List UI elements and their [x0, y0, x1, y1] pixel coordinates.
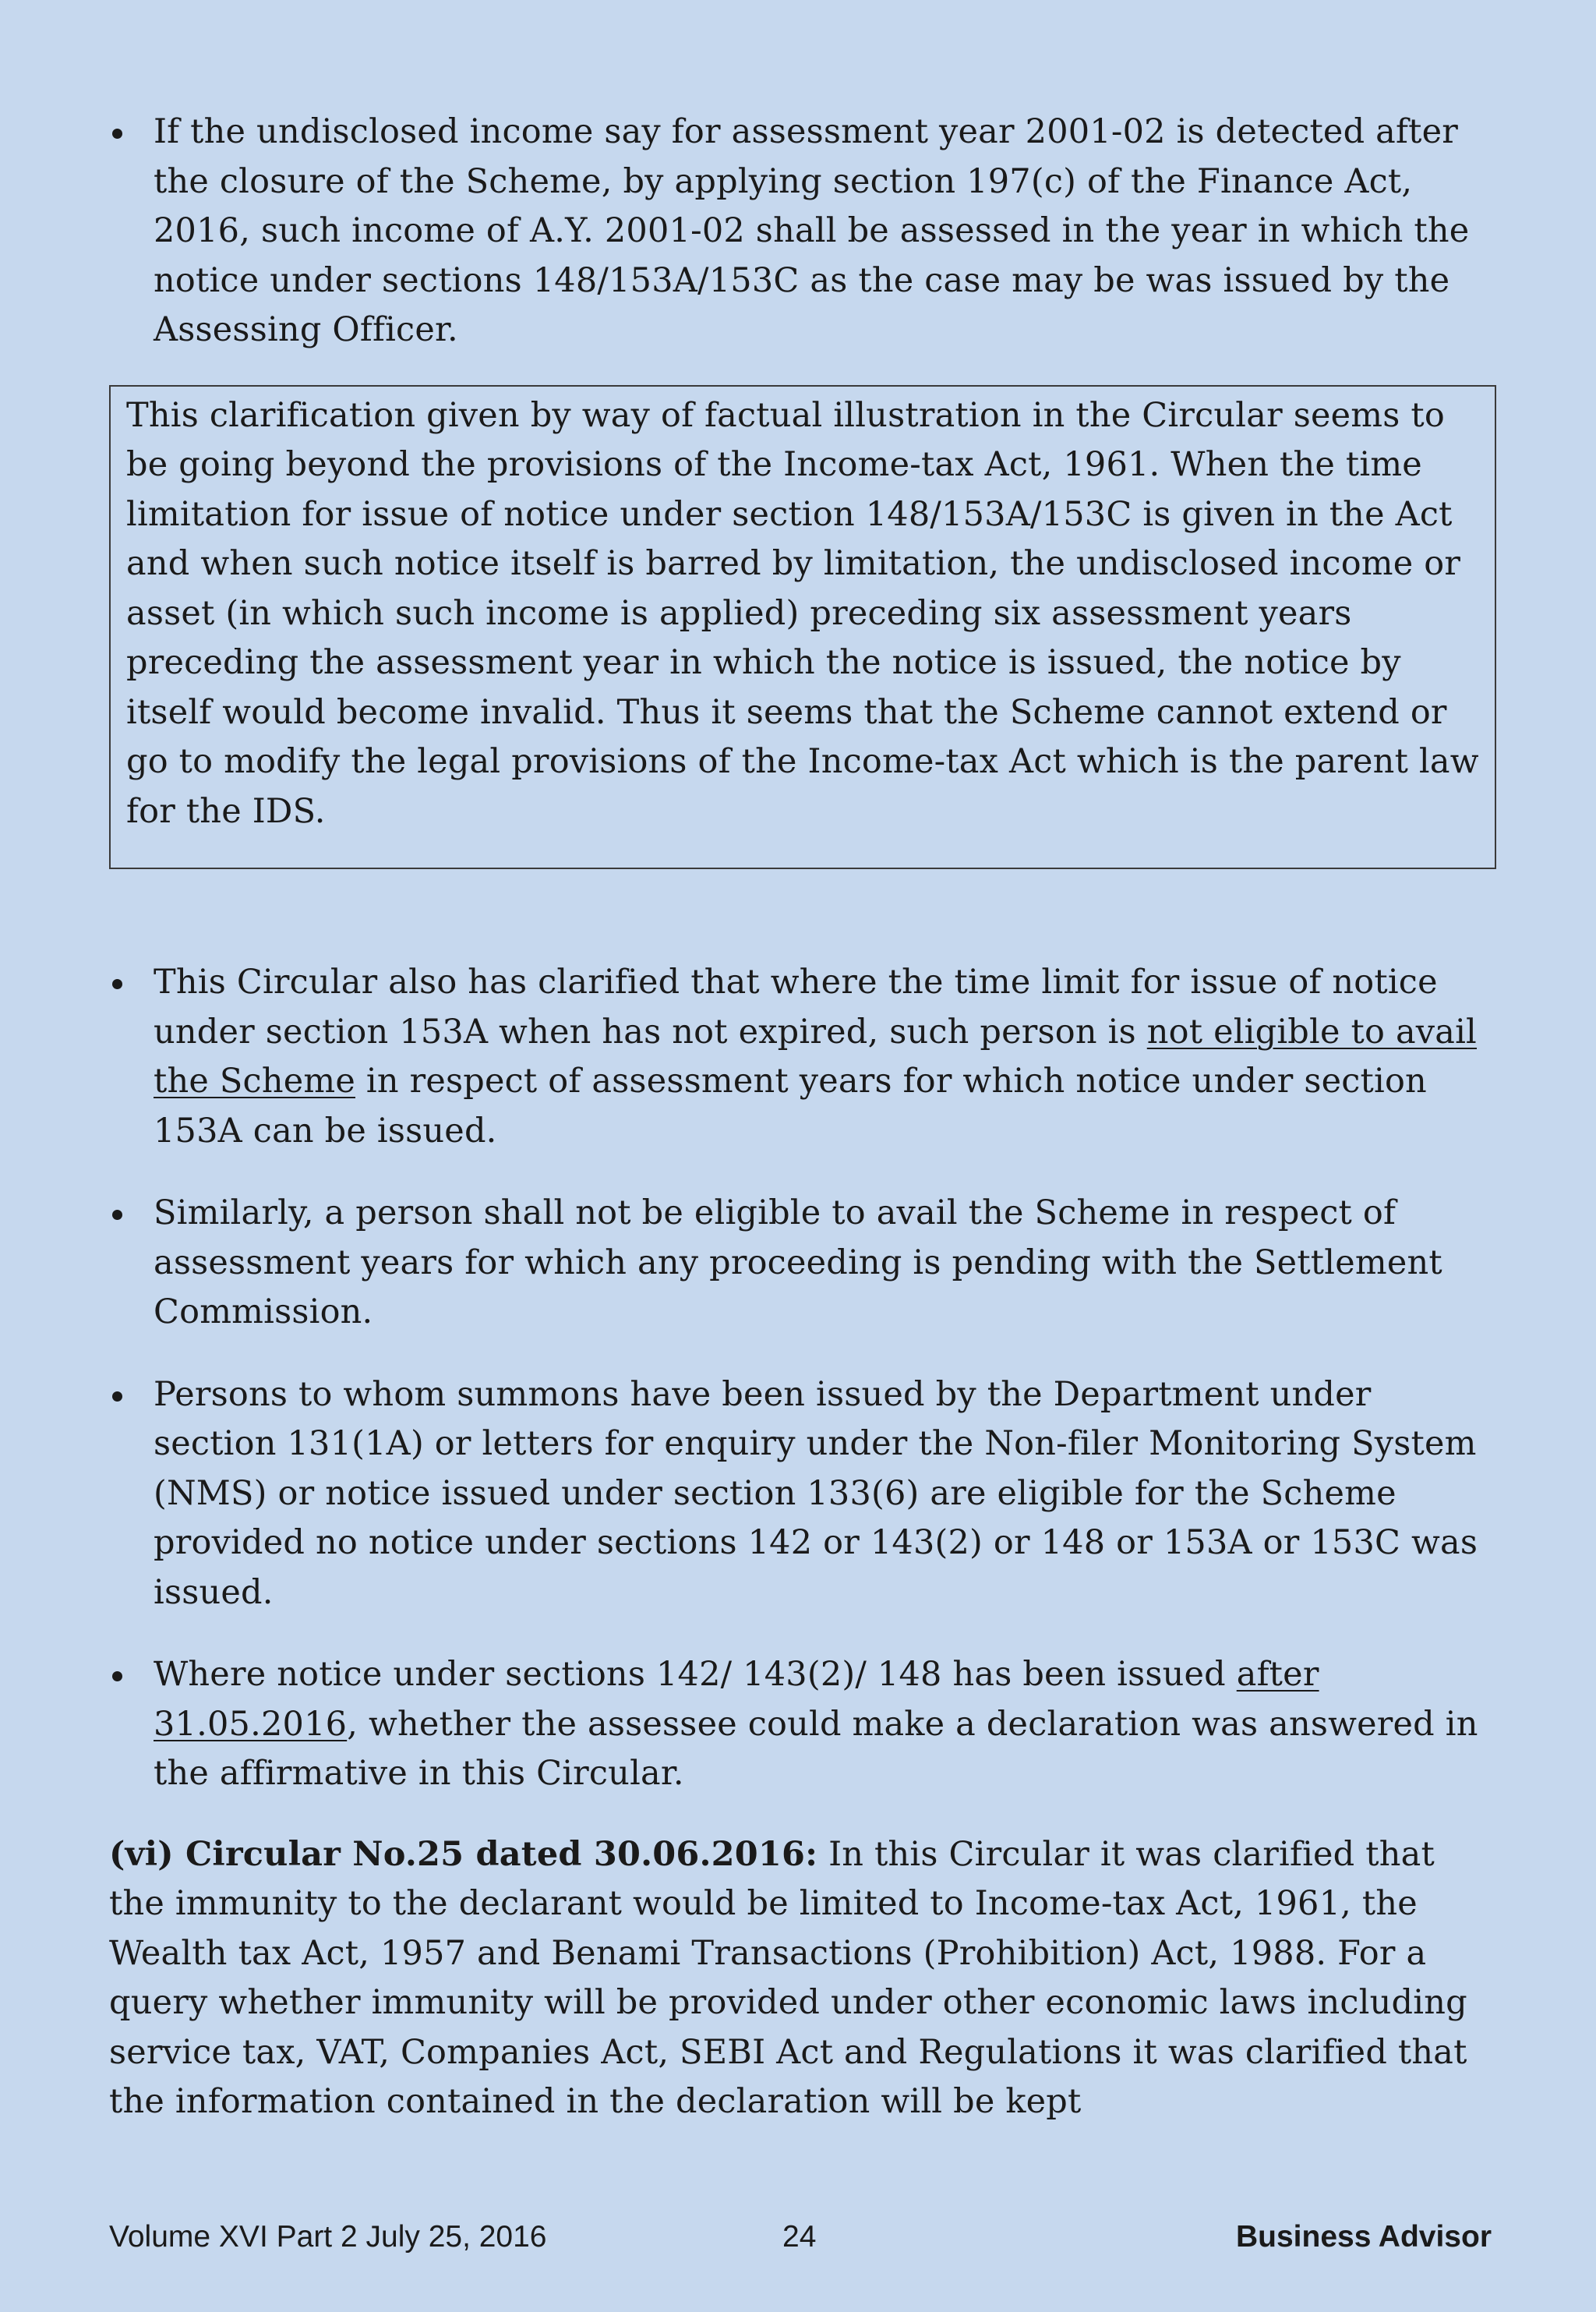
- bullet-item-ay-2001-02: [109, 108, 1496, 355]
- bullet-item-settlement-commission: [109, 1189, 1496, 1338]
- commentary-text: This clarification given by way of factual illustration in the Circular seems to be going beyond the provisions of the Income-tax Act, 1961. When the time limitation for issue of notice under section 148/153A/153C is given in the Act and when such notice itself is barred by limitation, the undisclosed income or asset (in which such income is applied) preceding six assessment years preceding the assessment year in which the notice is issued, the notice by itself would become invalid. Thus it seems that the Scheme cannot extend or go to modify the legal provisions of the Income-tax Act which is the parent law for the IDS.: [126, 395, 1479, 831]
- underlined-text: not eligible to avail the Scheme: [154, 1012, 1478, 1101]
- bullet-dot-icon: [112, 979, 122, 989]
- footer-volume: Volume XVI Part 2 July 25, 2016: [109, 2220, 547, 2254]
- bullet-text: , whether the assessee could make a declaration was answered in the affirmative in this Circular.: [154, 1704, 1478, 1793]
- page-footer: [109, 2220, 1492, 2261]
- bullet-dot-icon: [112, 1671, 122, 1681]
- bullet-text: in respect of assessment years for which notice under section 153A can be issued.: [154, 1062, 1427, 1151]
- bullet-item-after-date: [109, 1650, 1496, 1799]
- bullet-text: Persons to whom summons have been issued by the Department under section 131(1A) or letters for enquiry under the Non-filer Monitoring System (NMS) or notice issued under section 133(6) are eligible for the Scheme provided no notice under sections 142 or 143(2) or 148 or 153A or 153C was issued.: [154, 1374, 1478, 1612]
- section-vi-heading: (vi) Circular No.25 dated 30.06.2016:: [109, 1834, 818, 1874]
- bullet-dot-icon: [112, 129, 122, 139]
- bullet-text: If the undisclosed income say for assessment year 2001-02 is detected after the closure of the Scheme, by applying section 197(c) of the Finance Act, 2016, such income of A.Y. 2001-02 shall be assessed in the year in which the notice under sections 148/153A/153C as the case may be was issued by the Assessing Officer.: [154, 112, 1470, 349]
- bullet-item-summons: [109, 1370, 1496, 1618]
- document-page: [109, 108, 1496, 2127]
- footer-publication: Business Advisor: [1236, 2220, 1492, 2254]
- underlined-text: after 31.05.2016: [154, 1655, 1319, 1744]
- commentary-box: [109, 385, 1496, 870]
- section-vi-paragraph: [109, 1830, 1496, 2127]
- footer-page-number: 24: [782, 2220, 817, 2254]
- section-vi-text: In this Circular it was clarified that the immunity to the declarant would be limited to Income-tax Act, 1961, the Wealth tax Act, 1957 and Benami Transactions (Prohibition) Act, 1988. For a query whether immunity will be provided under other economic laws including service tax, VAT, Companies Act, SEBI Act and Regulations it was clarified that the information contained in the declaration will be kept: [109, 1834, 1467, 2121]
- bullet-dot-icon: [112, 1210, 122, 1220]
- bullet-text: Where notice under sections 142/ 143(2)/ 148 has been issued: [154, 1655, 1237, 1694]
- bullet-text: Similarly, a person shall not be eligible to avail the Scheme in respect of assessment years for which any proceeding is pending with the Settlement Commission.: [154, 1193, 1442, 1331]
- bullet-item-section-153a: [109, 958, 1496, 1156]
- bullet-text: This Circular also has clarified that where the time limit for issue of notice under section 153A when has not expired, such person is: [154, 963, 1438, 1052]
- bullet-dot-icon: [112, 1391, 122, 1402]
